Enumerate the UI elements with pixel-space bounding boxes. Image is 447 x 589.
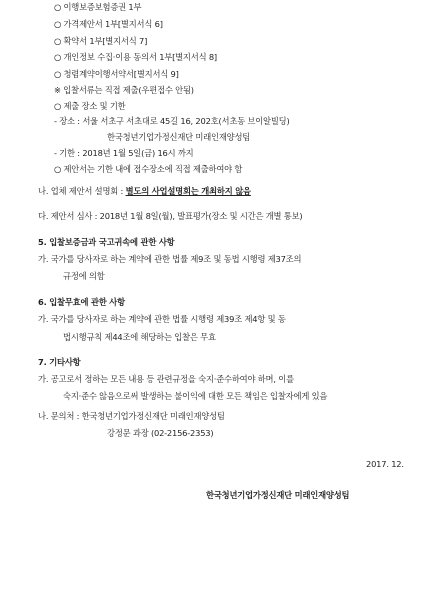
submission-deadline: - 기한 : 2018년 1월 5일(금) 16시 까지 [54, 148, 194, 158]
section7-item-a: 가. 공고로서 정하는 모든 내용 등 관련규정을 숙지·준수하여야 하며, 이를 [38, 374, 294, 384]
late-submission-note: ○ 제안서는 기한 내에 접수장소에 직접 제출하여야 함 [54, 164, 243, 174]
submission-item: ○ 확약서 1부[별지서식 7] [54, 36, 148, 46]
section5-body: 가. 국가를 당사자로 하는 계약에 관한 법률 제9조 및 동법 시행령 제37조의 [38, 254, 302, 264]
submission-place-address: - 장소 : 서울 서초구 서초대로 45길 16, 202호(서초동 브이알빌딩) [54, 116, 290, 126]
contact-person: 강정문 과장 (02-2156-2353) [107, 428, 214, 438]
contact-line: 나. 문의처 : 한국청년기업가정신재단 미래인재양성팀 [38, 411, 225, 421]
submission-item: ○ 개인정보 수집·이용 동의서 1부[별지서식 8] [54, 52, 217, 62]
submission-item: ○ 청렴계약이행서약서[별지서식 9] [54, 69, 179, 79]
section5-body: 규정에 의함 [63, 271, 105, 281]
document-date: 2017. 12. [366, 459, 404, 469]
submission-item: ○ 가격제안서 1부[별지서식 6] [54, 19, 163, 29]
section6-title: 6. 입찰무효에 관한 사항 [38, 297, 125, 307]
briefing-line [38, 185, 251, 197]
section6-body: 가. 국가를 당사자로 하는 계약에 관한 법률 시행령 제39조 제4항 및 동 [38, 314, 286, 324]
section5-title: 5. 입찰보증금과 국고귀속에 관한 사항 [38, 237, 175, 247]
briefing-label: 나. 업체 제안서 설명회 : [38, 186, 126, 196]
section7-item-a: 숙지·준수 않음으로써 발생하는 불이익에 대한 모든 책임은 입찰자에게 있음 [63, 391, 328, 401]
section6-body: 법시행규칙 제44조에 해당하는 입찰은 무효 [63, 332, 216, 342]
submission-item: ○ 이행보증보험증권 1부 [54, 2, 142, 12]
issuer-name: 한국청년기업가정신재단 미래인재양성팀 [206, 490, 350, 500]
submission-place-team: 한국청년기업가정신재단 미래인재양성팀 [107, 132, 251, 142]
review-line: 다. 제안서 심사 : 2018년 1월 8일(월), 발표평가(장소 및 시간은 개별 통보) [38, 211, 303, 221]
submission-place-heading: ○ 제출 장소 및 기한 [54, 101, 126, 111]
section7-title: 7. 기타사항 [38, 357, 81, 367]
briefing-emphasis: 별도의 사업설명회는 개최하지 않음 [125, 186, 251, 196]
direct-submission-note: ※ 입찰서류는 직접 제출(우편접수 안됨) [54, 85, 194, 95]
